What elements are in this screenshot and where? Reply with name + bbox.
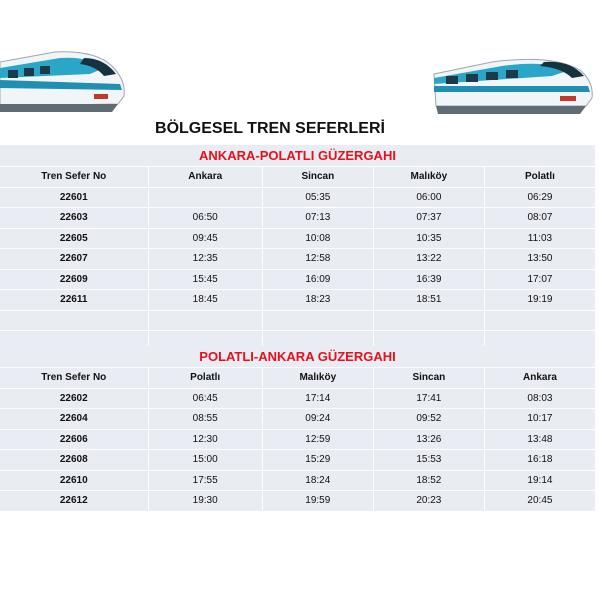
table-row [0,450,596,471]
time-cell: 10:35 [373,228,484,249]
table-header-row [0,368,596,389]
column-header: Polatlı [484,167,595,188]
time-cell: 17:07 [484,269,595,290]
time-cell: 16:18 [484,450,595,471]
train-number-cell: 22607 [0,249,148,270]
time-cell: 12:58 [262,249,373,270]
table-row [0,290,596,311]
time-cell: 20:23 [373,491,484,512]
table-row [0,429,596,450]
train-number-cell: 22603 [0,208,148,229]
column-header: Malıköy [262,368,373,389]
train-number-cell: 22605 [0,228,148,249]
train-number-cell [0,310,148,331]
time-cell: 06:45 [148,388,262,409]
column-header: Sincan [373,368,484,389]
route-title: POLATLI-ANKARA GÜZERGAHI [0,346,596,368]
time-cell: 18:45 [148,290,262,311]
time-cell: 08:07 [484,208,595,229]
time-cell: 18:24 [262,470,373,491]
column-header: Ankara [148,167,262,188]
table-header-row [0,167,596,188]
train-number-cell: 22610 [0,470,148,491]
time-cell: 05:35 [262,187,373,208]
time-cell: 15:29 [262,450,373,471]
route-title: ANKARA-POLATLI GÜZERGAHI [0,145,596,167]
time-cell: 09:45 [148,228,262,249]
table-row [0,208,596,229]
time-cell: 13:48 [484,429,595,450]
time-cell: 15:00 [148,450,262,471]
train-number-cell: 22609 [0,269,148,290]
time-cell: 20:45 [484,491,595,512]
train-number-cell: 22611 [0,290,148,311]
train-number-cell: 22606 [0,429,148,450]
time-cell: 18:51 [373,290,484,311]
page-title: BÖLGESEL TREN SEFERLERİ [155,120,385,137]
column-header: Tren Sefer No [0,368,148,389]
time-cell: 07:13 [262,208,373,229]
time-cell: 13:22 [373,249,484,270]
time-cell: 18:52 [373,470,484,491]
column-header: Polatlı [148,368,262,389]
time-cell [373,310,484,331]
time-cell: 16:09 [262,269,373,290]
time-cell: 07:37 [373,208,484,229]
time-cell: 10:08 [262,228,373,249]
time-cell: 06:00 [373,187,484,208]
table-row [0,310,596,331]
time-cell: 16:39 [373,269,484,290]
time-cell: 15:53 [373,450,484,471]
time-cell: 12:59 [262,429,373,450]
time-cell: 18:23 [262,290,373,311]
table-row [0,228,596,249]
schedule-table-polatli-ankara [0,346,596,512]
time-cell: 17:41 [373,388,484,409]
time-cell: 08:55 [148,409,262,430]
time-cell: 19:19 [484,290,595,311]
time-cell: 17:14 [262,388,373,409]
time-cell: 19:30 [148,491,262,512]
train-number-cell: 22602 [0,388,148,409]
time-cell: 09:24 [262,409,373,430]
time-cell: 10:17 [484,409,595,430]
time-cell [148,310,262,331]
time-cell: 09:52 [373,409,484,430]
time-cell: 11:03 [484,228,595,249]
time-cell [262,310,373,331]
column-header: Sincan [262,167,373,188]
column-header: Malıköy [373,167,484,188]
table-row [0,470,596,491]
time-cell: 06:29 [484,187,595,208]
time-cell: 13:50 [484,249,595,270]
table-row [0,269,596,290]
time-cell: 08:03 [484,388,595,409]
table-row [0,388,596,409]
schedule-table-ankara-polatli [0,145,596,352]
table-row [0,249,596,270]
train-number-cell: 22601 [0,187,148,208]
time-cell: 13:26 [373,429,484,450]
time-cell: 12:35 [148,249,262,270]
train-number-cell: 22612 [0,491,148,512]
train-number-cell: 22604 [0,409,148,430]
train-left-icon [0,44,130,116]
time-cell: 17:55 [148,470,262,491]
time-cell: 12:30 [148,429,262,450]
table-row [0,491,596,512]
time-cell [484,310,595,331]
route-title-row [0,145,596,167]
table-row [0,409,596,430]
time-cell: 15:45 [148,269,262,290]
column-header: Ankara [484,368,595,389]
train-number-cell: 22608 [0,450,148,471]
route-title-row [0,346,596,368]
time-cell: 06:50 [148,208,262,229]
time-cell: 19:59 [262,491,373,512]
train-right-icon [432,44,597,116]
column-header: Tren Sefer No [0,167,148,188]
table-row [0,187,596,208]
time-cell: 19:14 [484,470,595,491]
time-cell [148,187,262,208]
